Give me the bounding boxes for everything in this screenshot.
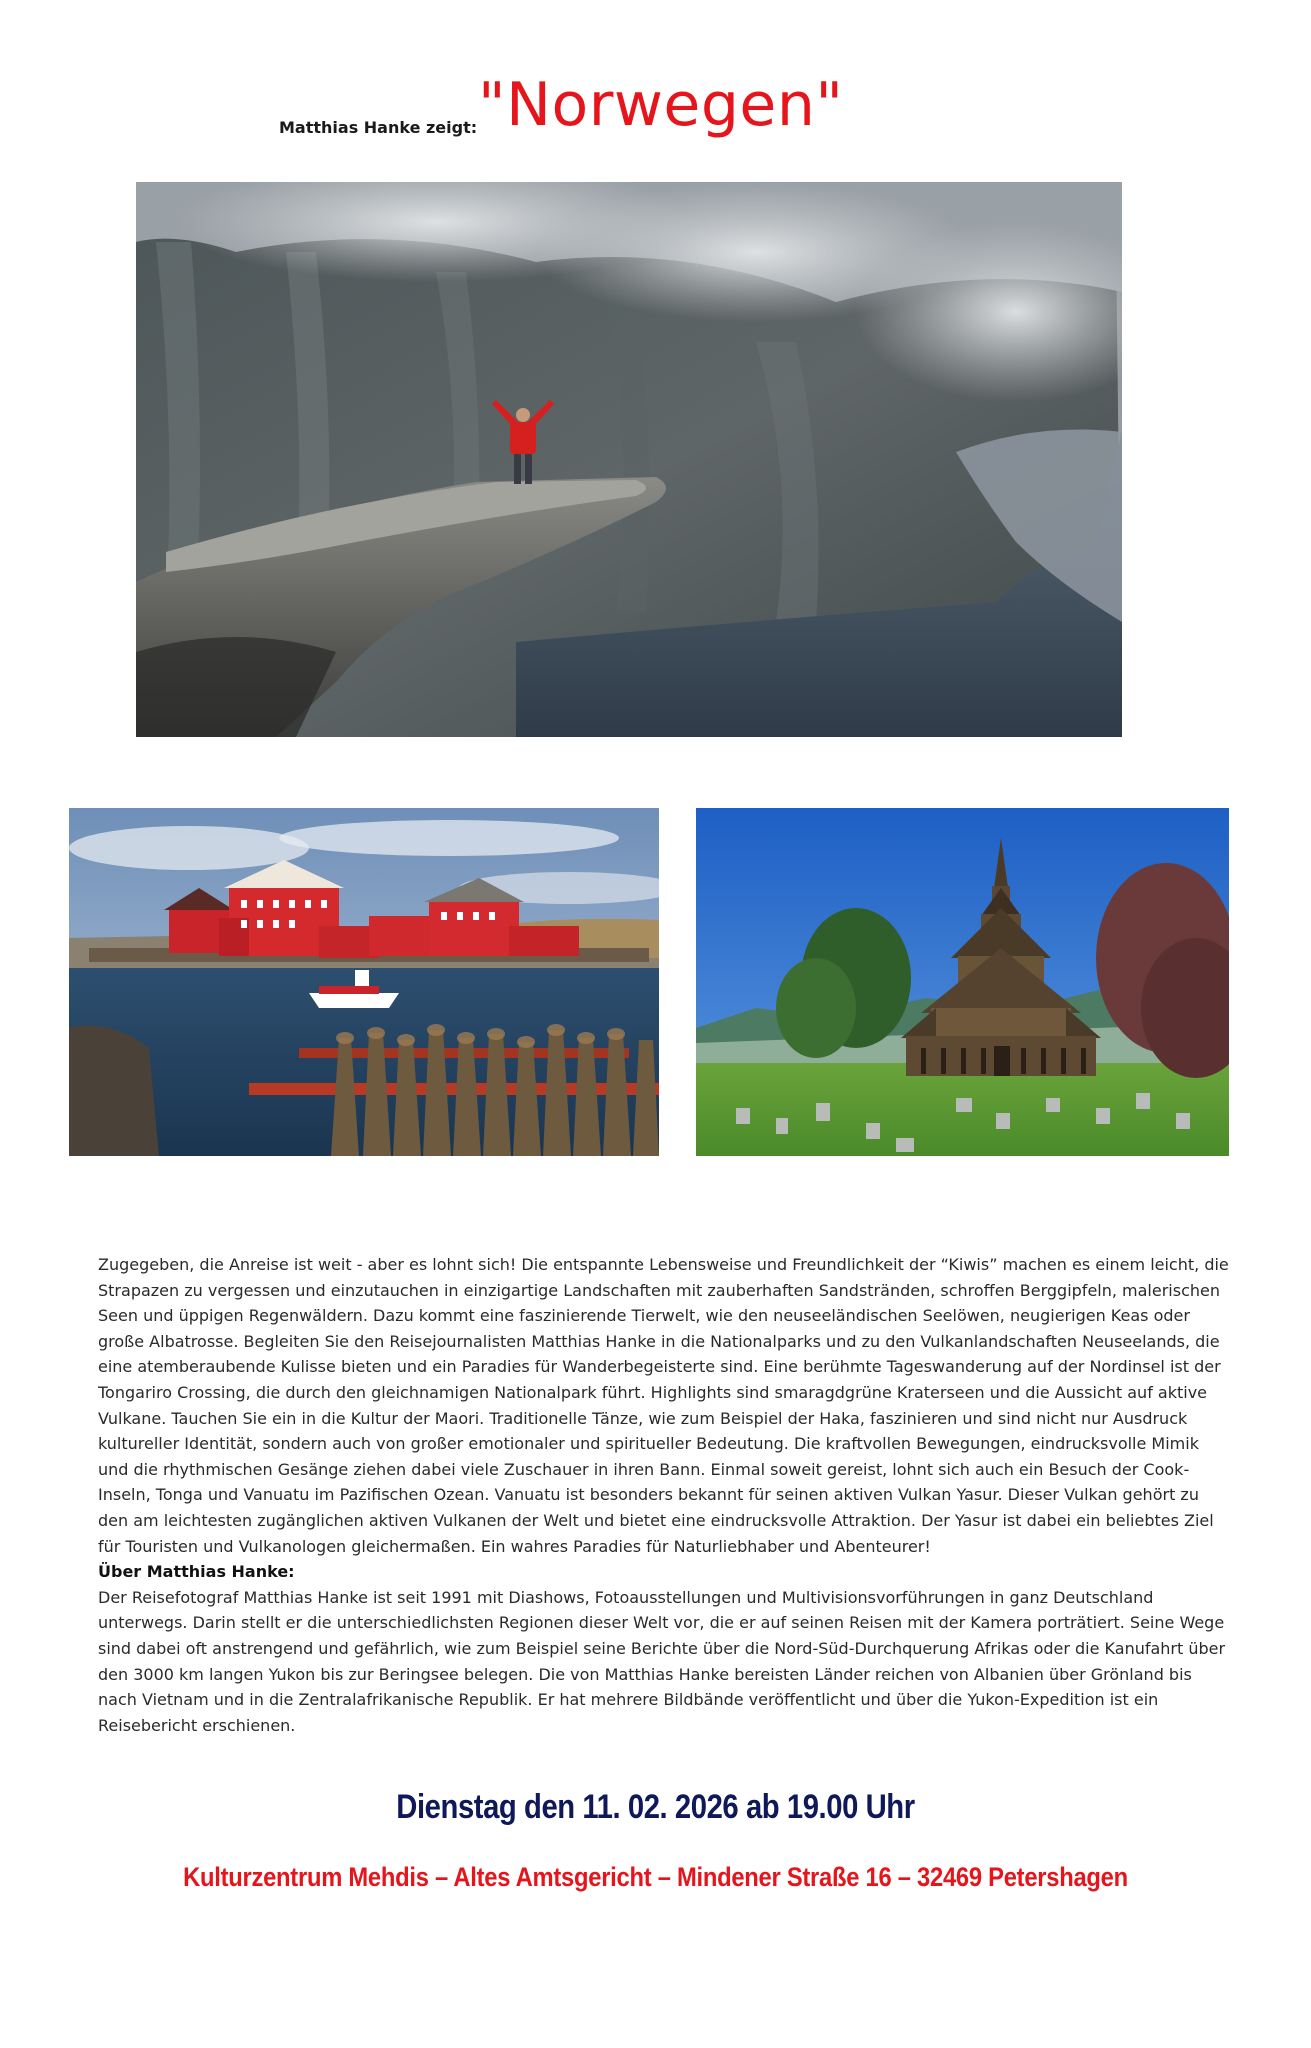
event-date: Dienstag den 11. 02. 2026 ab 19.00 Uhr xyxy=(396,1788,915,1826)
intro-paragraph: Zugegeben, die Anreise ist weit - aber es lohnt sich! Die entspannte Lebensweise und Freundlichkeit der “Kiwis” machen es einem leicht, die Strapazen zu vergessen und einzutauchen in einzigartige Landschaften mit zauberhaften Sandstränden, schroffen Berggipfeln, malerischen Seen und üppigen Regenwäldern. Dazu kommt eine faszinierende Tierwelt, wie den neuseeländischen Seelöwen, neugierigen Keas oder große Albatrosse. Begleiten Sie den Reisejournalisten Matthias Hanke in die Nationalparks und zu den Vulkanlandschaften Neuseelands, die eine atemberaubende Kulisse bieten und ein Paradies für Wanderbegeisterte sind. Eine berühmte Tageswanderung auf der Nordinsel ist der Tongariro Crossing, die durch den gleichnamigen Nationalpark führt. Highlights sind smaragdgrüne Kraterseen und die Aussicht auf aktive Vulkane. Tauchen Sie ein in die Kultur der Maori. Traditionelle Tänze, wie zum Beispiel der Haka, faszinieren und sind nicht nur Ausdruck kultureller Identität, sondern auch von großer emotionaler und spiritueller Bedeutung. Die kraftvollen Bewegungen, eindrucksvolle Mimik und die rhythmischen Gesänge ziehen dabei viele Zuschauer in ihren Bann. Einmal soweit gereist, lohnt sich auch ein Besuch der Cook-Inseln, Tonga und Vanuatu im Pazifischen Ozean. Vanuatu ist besonders bekannt für seinen aktiven Vulkan Yasur. Dieser Vulkan gehört zu den am leichtesten zugänglichen aktiven Vulkanen der Welt und bietet eine eindrucksvolle Attraktion. Der Yasur ist dabei ein beliebtes Ziel für Touristen und Vulkanologen gleichermaßen. Ein wahres Paradies für Naturliebhaber und Abenteurer! xyxy=(98,1255,1229,1556)
event-venue: Kulturzentrum Mehdis – Altes Amtsgericht – Mindener Straße 16 – 32469 Petershagen xyxy=(183,1862,1128,1892)
stave-church-image xyxy=(696,808,1229,1156)
presenter-label: Matthias Hanke zeigt: xyxy=(279,118,478,137)
photo-harbor xyxy=(69,808,659,1156)
photo-trolltunga xyxy=(136,182,1122,737)
page-title: "Norwegen" xyxy=(478,70,844,140)
harbor-image xyxy=(69,808,659,1156)
about-paragraph: Der Reisefotograf Matthias Hanke ist seit 1991 mit Diashows, Fotoausstellungen und Multivisionsvorführungen in ganz Deutschland unterwegs. Darin stellt er die unterschiedlichsten Regionen dieser Welt vor, die er auf seinen Reisen mit der Kamera porträtiert. Seine Wege sind dabei oft anstrengend und gefährlich, wie zum Beispiel seine Berichte über die Nord-Süd-Durchquerung Afrikas oder die Kanufahrt über den 3000 km langen Yukon bis zur Beringsee belegen. Die von Matthias Hanke bereisten Länder reichen von Albanien über Grönland bis nach Vietnam und in die Zentralafrikanische Republik. Er hat mehrere Bildbände veröffentlicht und über die Yukon-Expedition ist ein Reisebericht erschienen. xyxy=(98,1587,1226,1735)
trolltunga-image xyxy=(136,182,1122,737)
photo-stave-church xyxy=(696,808,1229,1156)
body-text xyxy=(98,1252,1233,1738)
about-heading: Über Matthias Hanke: xyxy=(98,1562,295,1582)
header xyxy=(0,70,1311,160)
